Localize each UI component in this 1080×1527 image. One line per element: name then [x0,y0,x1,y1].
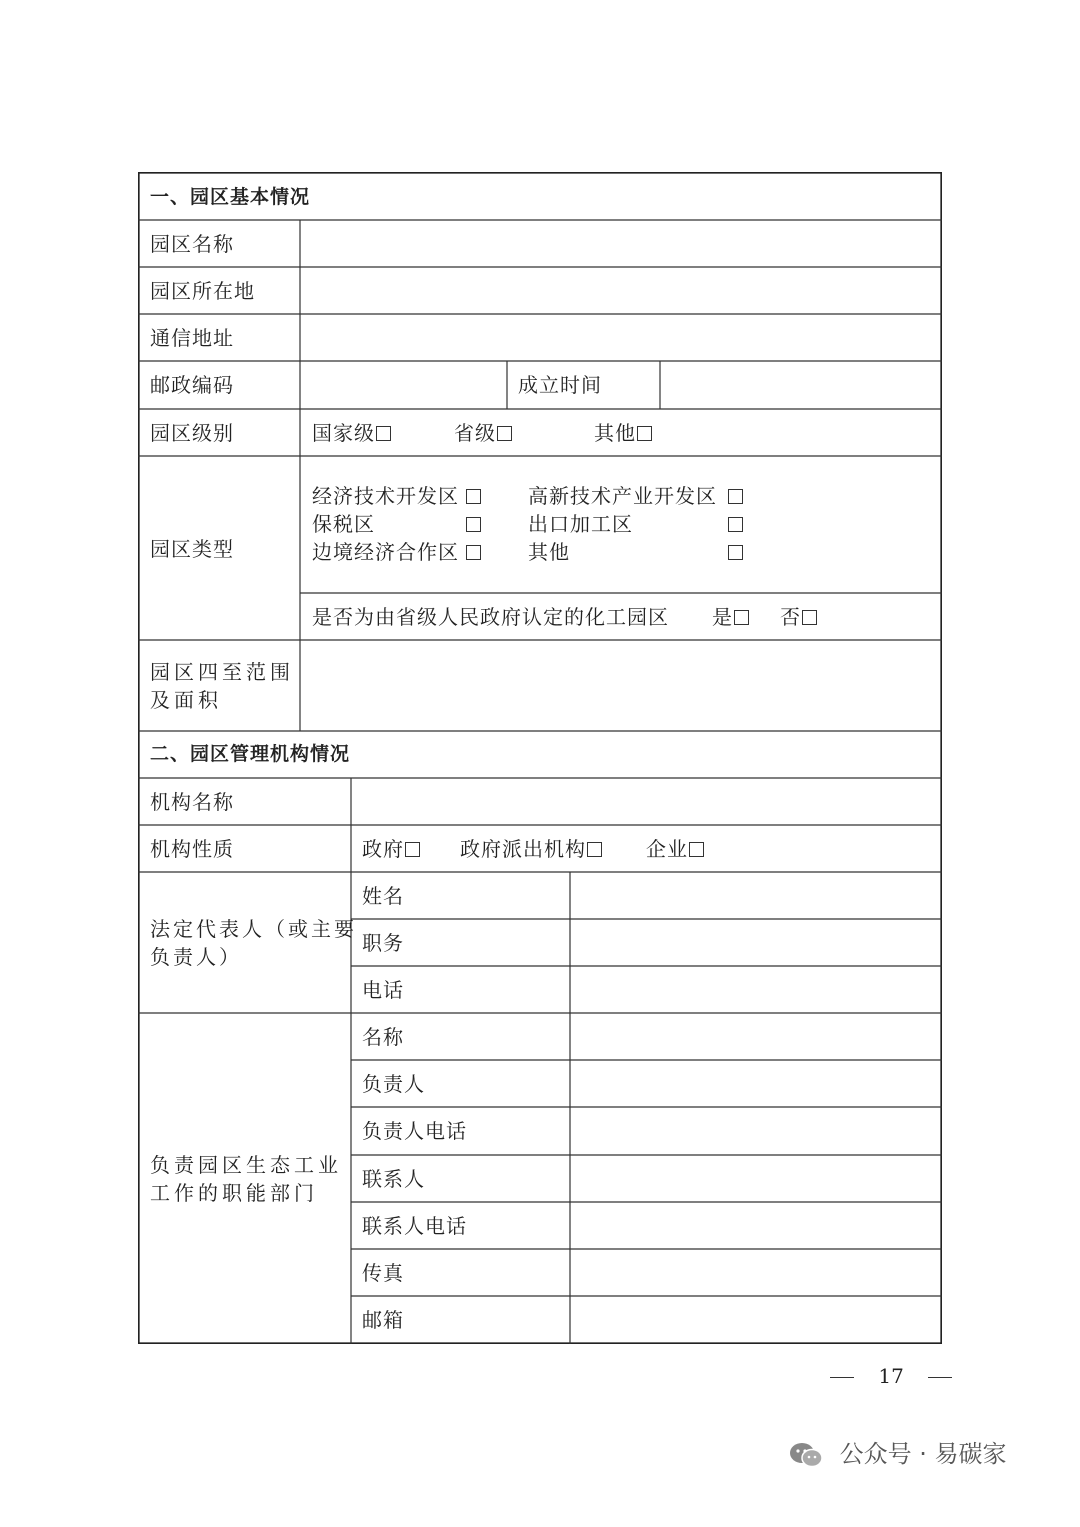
park-level-label: 园区级别 [150,421,234,445]
chem-yes-label: 是 [712,605,733,629]
section1-title: 一、园区基本情况 [150,186,311,208]
legal-rep-label [150,915,357,971]
legal-rep-name-label: 姓名 [362,884,404,908]
level-option-provincial-label: 省级 [454,421,496,445]
park-type-label: 园区类型 [150,537,234,561]
page-number-right-dash [928,1377,952,1379]
postal-code-field[interactable] [302,363,505,407]
government-checkbox[interactable] [405,842,420,857]
dept-contact-phone-field[interactable] [572,1204,940,1247]
dept-name-field[interactable] [572,1015,940,1058]
dispatched-checkbox[interactable] [587,842,602,857]
dept-email-field[interactable] [572,1298,940,1342]
page-number-value: 17 [878,1364,904,1388]
dept-name-label: 名称 [362,1025,404,1049]
org-name-field[interactable] [353,780,940,823]
wechat-icon [788,1441,824,1469]
legal-rep-title-label: 职务 [362,931,404,955]
legal-rep-phone-field[interactable] [572,968,940,1011]
application-form-table [138,172,942,1344]
nature-enterprise-label: 企业 [646,837,688,861]
park-location-label: 园区所在地 [150,279,255,303]
dept-fax-label: 传真 [362,1261,404,1285]
chem-no-option[interactable] [780,605,817,629]
dept-label [150,1151,342,1207]
established-label: 成立时间 [518,373,602,397]
nature-option-enterprise[interactable] [646,837,704,861]
page-number [830,1362,952,1390]
nature-government-label: 政府 [362,837,404,861]
type-option-bonded: 保税区 [312,512,375,536]
dept-email-label: 邮箱 [362,1308,404,1332]
mailing-address-label: 通信地址 [150,326,234,350]
section2-title: 二、园区管理机构情况 [150,743,351,765]
dept-head-label: 负责人 [362,1072,425,1096]
park-scope-label-line1: 园区四至范围 [150,660,294,684]
dept-contact-field[interactable] [572,1157,940,1200]
nature-option-dispatched[interactable] [460,837,602,861]
level-option-other-label: 其他 [594,421,636,445]
page-number-left-dash [830,1377,854,1379]
dept-label-line1: 负责园区生态工业 [150,1153,342,1177]
level-other-checkbox[interactable] [637,426,652,441]
park-location-field[interactable] [302,269,940,312]
provincial-checkbox[interactable] [497,426,512,441]
level-option-other[interactable] [594,421,652,445]
chem-no-checkbox[interactable] [802,610,817,625]
type-option-other: 其他 [528,540,570,564]
dept-contact-phone-label: 联系人电话 [362,1214,467,1238]
level-option-provincial[interactable] [454,421,512,445]
org-nature-label: 机构性质 [150,837,234,861]
dept-head-phone-label: 负责人电话 [362,1119,467,1143]
dept-head-phone-field[interactable] [572,1109,940,1153]
type-option-border-economic: 边境经济合作区 [312,540,459,564]
dept-contact-label: 联系人 [362,1167,425,1191]
established-field[interactable] [662,363,940,407]
type-other-checkbox[interactable] [728,545,743,560]
legal-rep-label-line1: 法定代表人（或主要 [150,917,357,941]
bonded-checkbox[interactable] [466,517,481,532]
type-option-economic-tech: 经济技术开发区 [312,484,459,508]
dept-head-field[interactable] [572,1062,940,1105]
watermark [788,1434,1007,1474]
national-checkbox[interactable] [376,426,391,441]
chem-park-question: 是否为由省级人民政府认定的化工园区 [312,605,669,629]
level-option-national-label: 国家级 [312,421,375,445]
org-name-label: 机构名称 [150,790,234,814]
chem-yes-checkbox[interactable] [734,610,749,625]
chem-yes-option[interactable] [712,605,749,629]
export-processing-checkbox[interactable] [728,517,743,532]
chem-no-label: 否 [780,605,801,629]
park-name-field[interactable] [302,222,940,265]
dept-fax-field[interactable] [572,1251,940,1294]
park-name-label: 园区名称 [150,232,234,256]
postal-code-label: 邮政编码 [150,373,234,397]
watermark-text: 公众号 · 易碳家 [839,1440,1007,1468]
park-scope-label [150,658,294,714]
legal-rep-phone-label: 电话 [362,978,404,1002]
nature-dispatched-label: 政府派出机构 [460,837,586,861]
border-economic-checkbox[interactable] [466,545,481,560]
type-option-high-tech: 高新技术产业开发区 [528,484,717,508]
park-scope-field[interactable] [302,642,940,729]
enterprise-checkbox[interactable] [689,842,704,857]
level-option-national[interactable] [312,421,391,445]
legal-rep-label-line2: 负责人） [150,945,242,969]
mailing-address-field[interactable] [302,316,940,359]
economic-tech-checkbox[interactable] [466,489,481,504]
park-scope-label-line2: 及面积 [150,688,222,712]
high-tech-checkbox[interactable] [728,489,743,504]
nature-option-government[interactable] [362,837,420,861]
legal-rep-name-field[interactable] [572,874,940,917]
type-option-export-processing: 出口加工区 [528,512,633,536]
legal-rep-title-field[interactable] [572,921,940,964]
dept-label-line2: 工作的职能部门 [150,1181,318,1205]
